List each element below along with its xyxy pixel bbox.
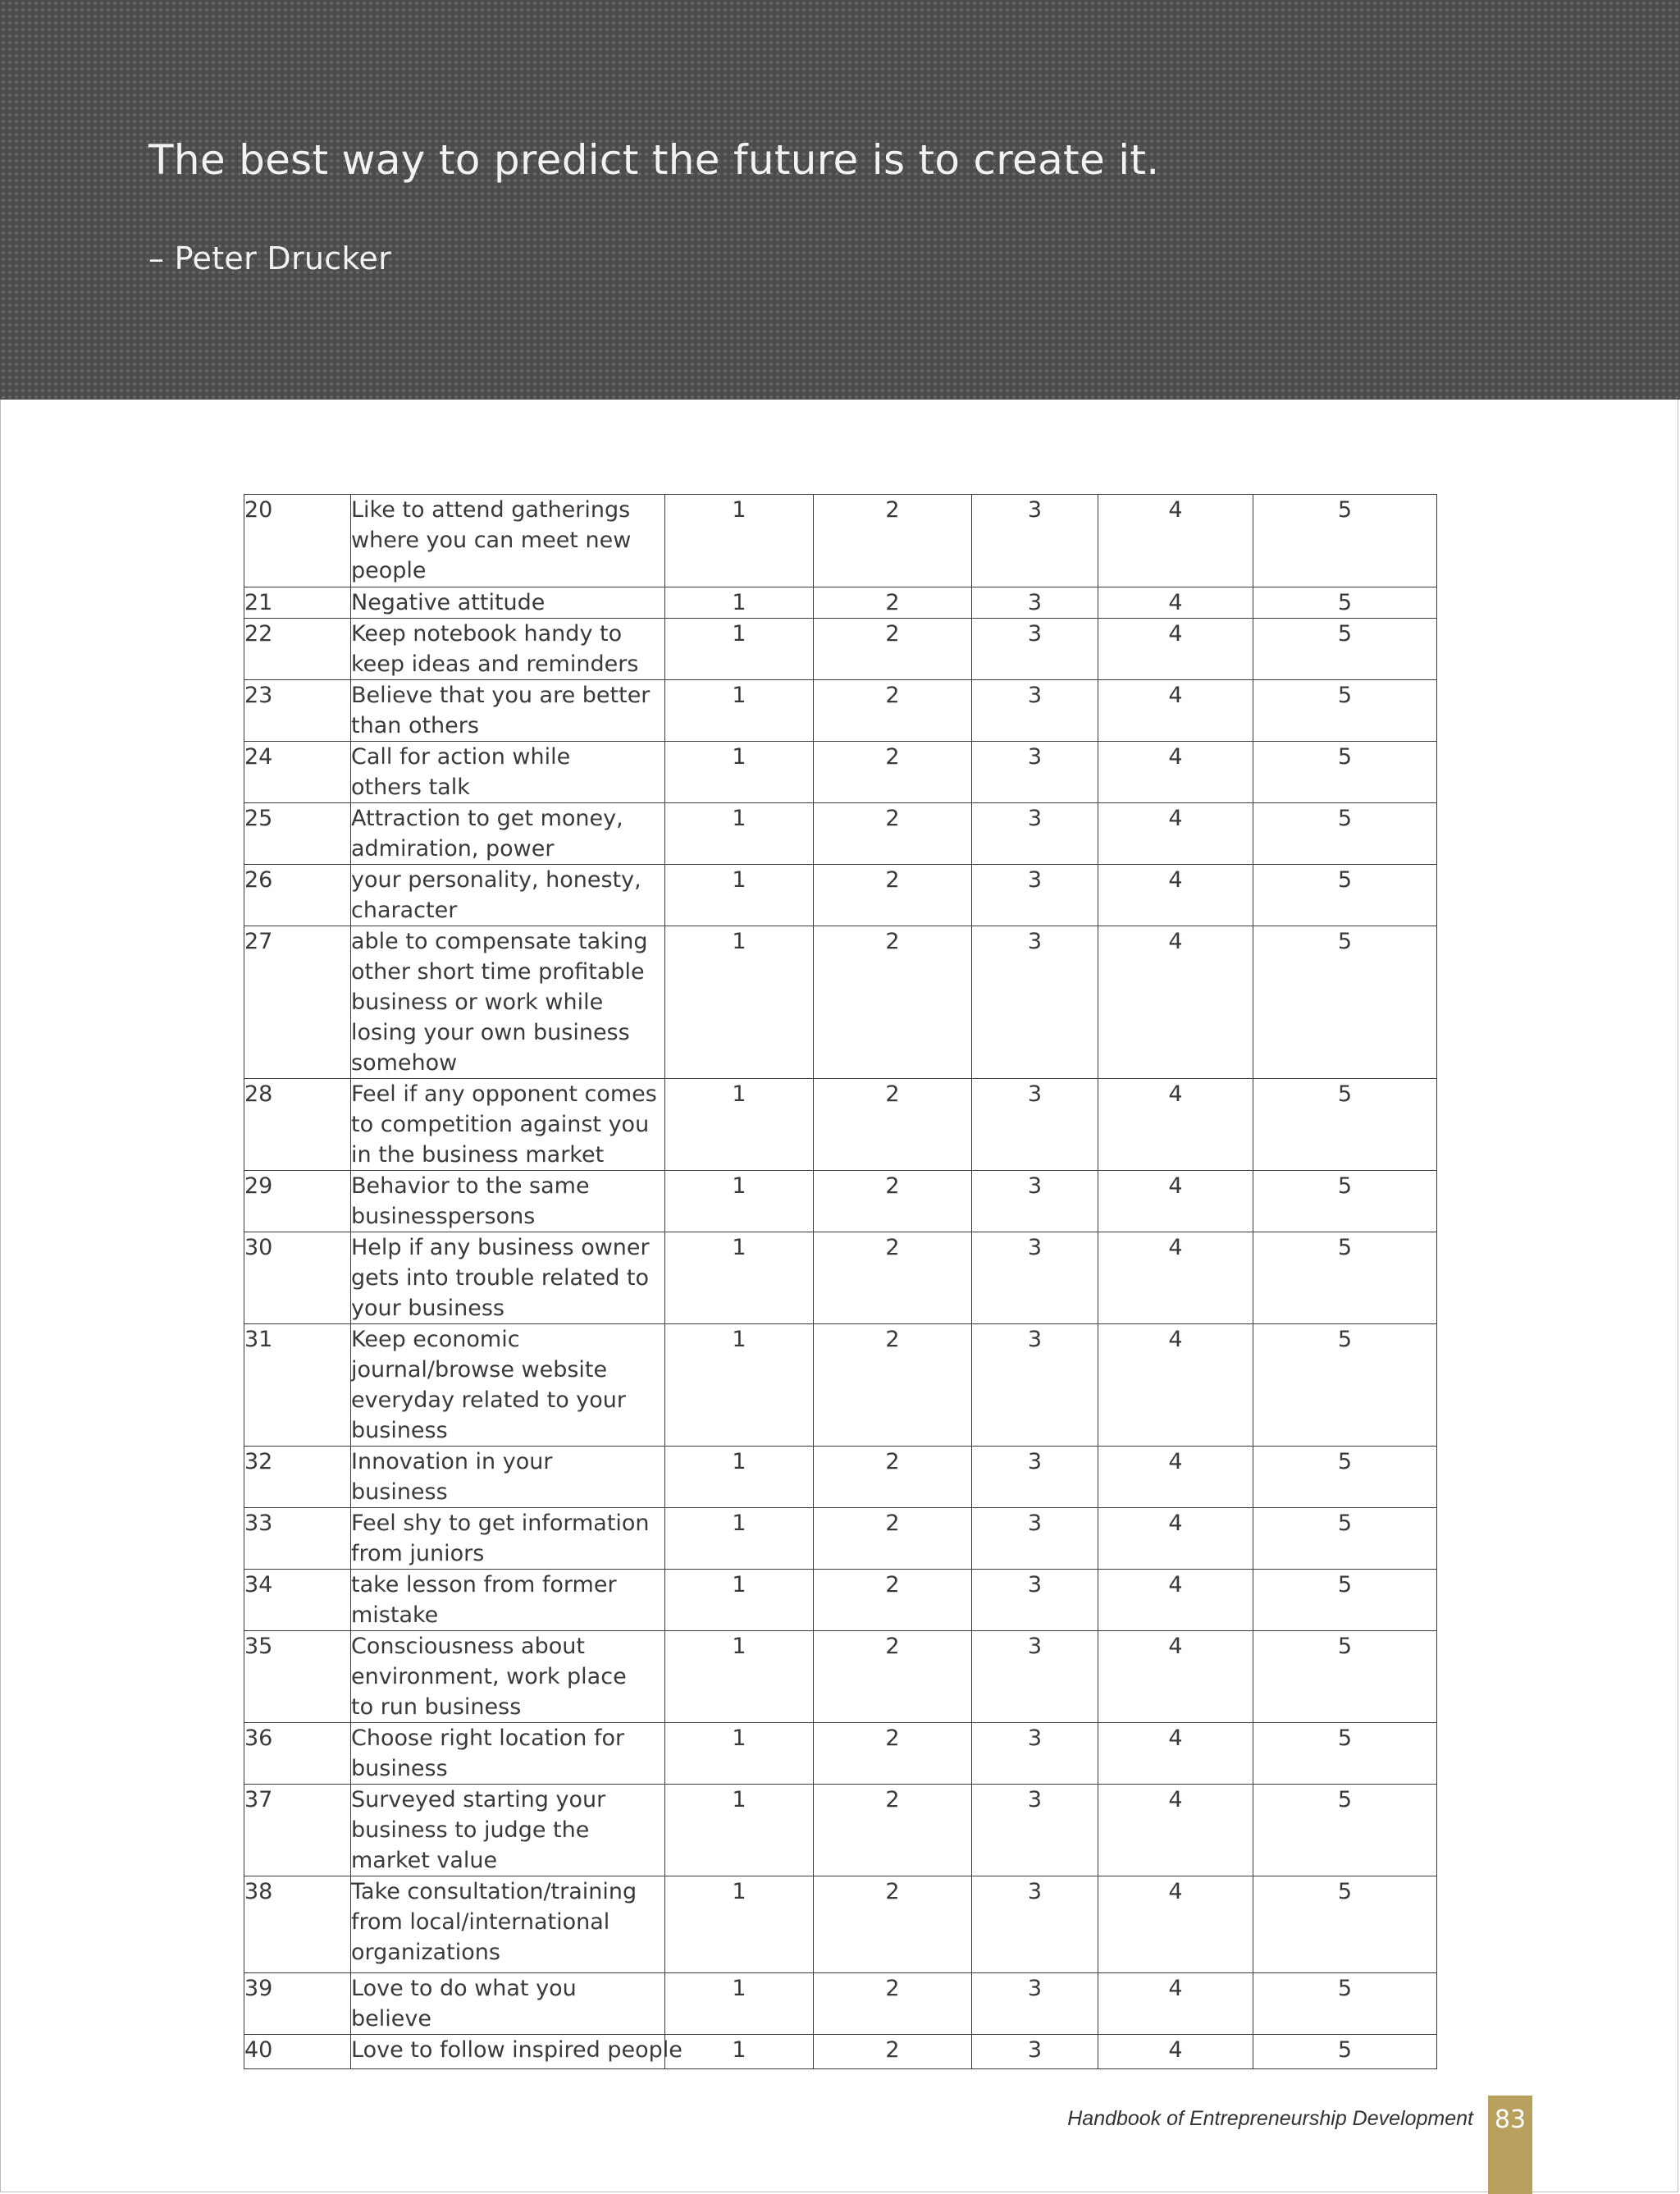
rating-option-2: 2 [814,1631,972,1723]
statement-line: businesspersons [351,1204,536,1229]
rating-option-4: 4 [1098,1723,1253,1785]
statement-line: business or work while [351,990,604,1015]
rating-option-5: 5 [1253,1723,1437,1785]
rating-option-3: 3 [972,587,1098,619]
item-number: 23 [244,680,351,742]
statement-line: Take consultation/training [351,1879,637,1904]
rating-option-2: 2 [814,742,972,803]
rating-option-1: 1 [665,1447,814,1508]
rating-option-1: 1 [665,1171,814,1232]
item-statement [351,1785,665,1876]
rating-option-4: 4 [1098,1171,1253,1232]
rating-option-2: 2 [814,1723,972,1785]
rating-option-3: 3 [972,1232,1098,1324]
statement-line: people [351,558,427,583]
statement-line: to run business [351,1694,522,1720]
rating-option-5: 5 [1253,1324,1437,1447]
rating-option-5: 5 [1253,495,1437,587]
rating-option-1: 1 [665,1631,814,1723]
statement-line: business [351,1479,448,1505]
statement-line: character [351,898,458,923]
item-statement [351,803,665,865]
rating-option-1: 1 [665,1876,814,1973]
statement-line: Believe that you are better [351,683,651,708]
rating-option-1: 1 [665,1723,814,1785]
rating-option-3: 3 [972,1079,1098,1171]
statement-line: from local/international [351,1909,610,1935]
table-row [244,742,1437,803]
rating-option-4: 4 [1098,865,1253,926]
rating-option-5: 5 [1253,1876,1437,1973]
rating-option-2: 2 [814,926,972,1079]
rating-option-4: 4 [1098,1324,1253,1447]
table-row [244,1876,1437,1973]
rating-option-5: 5 [1253,1079,1437,1171]
statement-line: others talk [351,775,470,800]
statement-line: everyday related to your [351,1387,627,1413]
statement-line: than others [351,713,479,738]
rating-option-4: 4 [1098,495,1253,587]
rating-option-2: 2 [814,680,972,742]
statement-line: Feel if any opponent comes [351,1081,657,1107]
statement-line: business [351,1418,448,1443]
rating-option-5: 5 [1253,680,1437,742]
book-title: Handbook of Entrepreneurship Development [1067,2107,1473,2130]
statement-line: keep ideas and reminders [351,651,639,677]
statement-line: Attraction to get money, [351,806,623,831]
table-row [244,865,1437,926]
item-statement [351,1723,665,1785]
rating-option-4: 4 [1098,1631,1253,1723]
rating-option-1: 1 [665,926,814,1079]
rating-option-1: 1 [665,1508,814,1570]
item-number: 32 [244,1447,351,1508]
item-statement [351,865,665,926]
rating-option-1: 1 [665,1324,814,1447]
item-number: 26 [244,865,351,926]
rating-option-2: 2 [814,619,972,680]
statement-line: business to judge the [351,1817,590,1843]
statement-line: Call for action while [351,744,571,770]
rating-option-4: 4 [1098,1570,1253,1631]
statement-line: Help if any business owner [351,1235,650,1260]
rating-option-3: 3 [972,1785,1098,1876]
item-number: 31 [244,1324,351,1447]
rating-option-4: 4 [1098,619,1253,680]
rating-option-3: 3 [972,1631,1098,1723]
rating-option-4: 4 [1098,1973,1253,2035]
item-number: 25 [244,803,351,865]
rating-option-5: 5 [1253,1232,1437,1324]
quote-banner [0,0,1680,400]
rating-option-5: 5 [1253,742,1437,803]
rating-option-4: 4 [1098,1785,1253,1876]
rating-option-2: 2 [814,865,972,926]
page-number: 83 [1488,2096,1532,2194]
rating-option-4: 4 [1098,1079,1253,1171]
rating-option-3: 3 [972,1171,1098,1232]
item-statement [351,1079,665,1171]
rating-option-2: 2 [814,1876,972,1973]
item-statement [351,587,665,619]
rating-option-4: 4 [1098,2035,1253,2069]
rating-option-1: 1 [665,1570,814,1631]
rating-option-2: 2 [814,1447,972,1508]
statement-line: market value [351,1848,498,1873]
item-statement [351,2035,682,2069]
table-row [244,1079,1437,1171]
item-number: 35 [244,1631,351,1723]
rating-option-2: 2 [814,803,972,865]
rating-option-4: 4 [1098,1232,1253,1324]
rating-option-1: 1 [665,2035,814,2069]
item-number: 36 [244,1723,351,1785]
rating-option-4: 4 [1098,742,1253,803]
item-statement [351,1570,665,1631]
rating-option-5: 5 [1253,926,1437,1079]
statement-line: losing your own business [351,1020,630,1045]
item-number: 24 [244,742,351,803]
rating-option-3: 3 [972,680,1098,742]
rating-option-3: 3 [972,495,1098,587]
rating-option-3: 3 [972,1973,1098,2035]
item-statement [351,1171,665,1232]
rating-option-1: 1 [665,1785,814,1876]
rating-option-3: 3 [972,2035,1098,2069]
item-number: 22 [244,619,351,680]
rating-option-4: 4 [1098,1447,1253,1508]
rating-option-2: 2 [814,1079,972,1171]
item-statement [351,680,665,742]
rating-option-2: 2 [814,1973,972,2035]
item-number: 39 [244,1973,351,2035]
rating-option-4: 4 [1098,680,1253,742]
table-row [244,926,1437,1079]
statement-line: Keep economic [351,1327,520,1352]
statement-line: mistake [351,1602,439,1628]
item-number: 33 [244,1508,351,1570]
statement-line: Surveyed starting your [351,1787,606,1812]
rating-option-5: 5 [1253,1171,1437,1232]
rating-option-5: 5 [1253,1508,1437,1570]
statement-line: in the business market [351,1142,605,1168]
rating-option-5: 5 [1253,1973,1437,2035]
item-statement [351,1232,665,1324]
table-row [244,1785,1437,1876]
statement-line: your personality, honesty, [351,867,641,893]
statement-line: Love to follow inspired people [351,2037,682,2063]
quote-author: – Peter Drucker [148,240,392,277]
rating-option-3: 3 [972,865,1098,926]
item-statement [351,1973,665,2035]
rating-option-1: 1 [665,680,814,742]
statement-line: Keep notebook handy to [351,621,623,647]
table-row [244,1973,1437,2035]
statement-line: believe [351,2006,431,2032]
table-row [244,1508,1437,1570]
table-row [244,1570,1437,1631]
rating-option-1: 1 [665,619,814,680]
rating-option-1: 1 [665,495,814,587]
table-row [244,1232,1437,1324]
item-number: 38 [244,1876,351,1973]
rating-option-1: 1 [665,1232,814,1324]
statement-line: somehow [351,1050,458,1076]
rating-option-2: 2 [814,1508,972,1570]
item-statement [351,1631,665,1723]
item-statement [351,495,665,587]
rating-option-2: 2 [814,1785,972,1876]
statement-line: Innovation in your [351,1449,553,1474]
table-row [244,1723,1437,1785]
statement-line: Like to attend gatherings [351,497,631,523]
statement-line: Choose right location for [351,1725,625,1751]
rating-option-4: 4 [1098,803,1253,865]
rating-option-3: 3 [972,742,1098,803]
statement-line: Negative attitude [351,590,546,615]
rating-option-4: 4 [1098,926,1253,1079]
statement-line: business [351,1756,448,1781]
item-statement [351,619,665,680]
rating-option-1: 1 [665,1973,814,2035]
statement-line: your business [351,1296,504,1321]
rating-table [244,494,1437,2069]
statement-line: to competition against you [351,1112,650,1137]
table-row [244,495,1437,587]
rating-option-5: 5 [1253,619,1437,680]
statement-line: Consciousness about [351,1634,585,1659]
statement-line: journal/browse website [351,1357,608,1383]
quote-text: The best way to predict the future is to create it. [148,136,1160,184]
statement-line: from juniors [351,1541,485,1566]
item-number: 37 [244,1785,351,1876]
rating-option-3: 3 [972,803,1098,865]
rating-option-2: 2 [814,1232,972,1324]
rating-option-2: 2 [814,1171,972,1232]
rating-option-3: 3 [972,926,1098,1079]
rating-option-4: 4 [1098,587,1253,619]
rating-option-5: 5 [1253,1570,1437,1631]
table-row [244,1447,1437,1508]
item-number: 40 [244,2035,351,2069]
rating-option-3: 3 [972,1876,1098,1973]
item-statement [351,742,665,803]
statement-line: Behavior to the same [351,1173,590,1199]
rating-option-5: 5 [1253,1447,1437,1508]
item-number: 34 [244,1570,351,1631]
rating-option-3: 3 [972,1570,1098,1631]
rating-option-5: 5 [1253,587,1437,619]
table-row [244,1324,1437,1447]
rating-option-3: 3 [972,1723,1098,1785]
item-statement [351,1508,665,1570]
table-row [244,2035,1437,2069]
rating-option-3: 3 [972,1508,1098,1570]
statement-line: Love to do what you [351,1976,577,2001]
rating-option-2: 2 [814,2035,972,2069]
item-statement [351,1447,665,1508]
statement-line: able to compensate taking [351,929,648,954]
table-row [244,1171,1437,1232]
table-row [244,587,1437,619]
item-number: 29 [244,1171,351,1232]
rating-option-5: 5 [1253,1785,1437,1876]
rating-option-4: 4 [1098,1508,1253,1570]
statement-line: take lesson from former [351,1572,617,1598]
table-row [244,680,1437,742]
item-number: 21 [244,587,351,619]
rating-option-5: 5 [1253,1631,1437,1723]
statement-line: where you can meet new [351,528,632,553]
statement-line: other short time profitable [351,959,645,985]
statement-line: organizations [351,1940,500,1965]
statement-line: admiration, power [351,836,555,862]
item-number: 28 [244,1079,351,1171]
item-number: 27 [244,926,351,1079]
table-row [244,803,1437,865]
rating-option-4: 4 [1098,1876,1253,1973]
rating-option-2: 2 [814,495,972,587]
rating-option-1: 1 [665,742,814,803]
rating-option-2: 2 [814,1570,972,1631]
item-statement [351,926,665,1079]
rating-option-2: 2 [814,1324,972,1447]
rating-option-1: 1 [665,865,814,926]
rating-option-3: 3 [972,1447,1098,1508]
rating-option-1: 1 [665,1079,814,1171]
statement-line: Feel shy to get information [351,1511,650,1536]
table-row [244,1631,1437,1723]
rating-option-5: 5 [1253,2035,1437,2069]
item-statement [351,1876,665,1973]
item-number: 30 [244,1232,351,1324]
statement-line: environment, work place [351,1664,627,1689]
rating-option-3: 3 [972,1324,1098,1447]
rating-option-5: 5 [1253,803,1437,865]
item-statement [351,1324,665,1447]
rating-option-5: 5 [1253,865,1437,926]
rating-option-3: 3 [972,619,1098,680]
rating-option-1: 1 [665,803,814,865]
table-row [244,619,1437,680]
statement-line: gets into trouble related to [351,1265,650,1291]
item-number: 20 [244,495,351,587]
rating-option-2: 2 [814,587,972,619]
rating-option-1: 1 [665,587,814,619]
